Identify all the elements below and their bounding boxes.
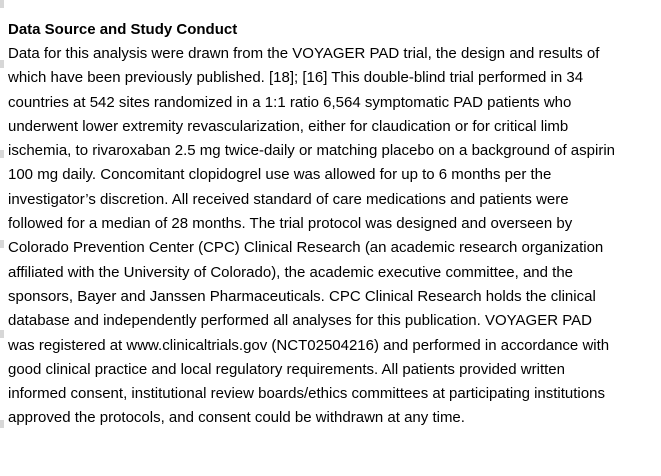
page-edge-mark (0, 240, 4, 248)
body-line: 100 mg daily. Concomitant clopidogrel use was allowed for up to 6 months per the (8, 166, 552, 184)
body-line: informed consent, institutional review boards/ethics committees at participating institutions (8, 385, 605, 403)
body-line: good clinical practice and local regulatory requirements. All patients provided written (8, 360, 565, 378)
body-line: which have been previously published. [18]; [16] This double-blind trial performed in 34 (8, 69, 584, 87)
body-line: underwent lower extremity revascularization, either for claudication or for critical limb (8, 117, 569, 135)
body-line: was registered at www.clinicaltrials.gov (NCT02504216) and performed in accordance with (8, 336, 610, 354)
page-edge-mark (0, 330, 4, 338)
document-page (8, 18, 656, 431)
page-edge-mark (0, 420, 4, 428)
body-line: affiliated with the University of Colorado), the academic executive committee, and the (8, 263, 574, 281)
body-line: countries at 542 sites randomized in a 1:1 ratio 6,564 symptomatic PAD patients who (8, 93, 572, 111)
section-heading: Data Source and Study Conduct (8, 21, 238, 38)
page-edge-mark (0, 150, 4, 158)
page-edge-mark (0, 60, 4, 68)
body-line: ischemia, to rivaroxaban 2.5 mg twice-daily or matching placebo on a background of aspirin (8, 142, 615, 160)
page-edge-mark (0, 0, 4, 8)
body-line: approved the protocols, and consent could be withdrawn at any time. (8, 409, 465, 427)
section-body (8, 42, 656, 431)
body-line: database and independently performed all analyses for this publication. VOYAGER PAD (8, 312, 592, 330)
body-line: Colorado Prevention Center (CPC) Clinical Research (an academic research organization (8, 239, 604, 257)
body-line: Data for this analysis were drawn from the VOYAGER PAD trial, the design and results of (8, 45, 600, 62)
body-line: sponsors, Bayer and Janssen Pharmaceuticals. CPC Clinical Research holds the clinical (8, 287, 596, 305)
body-line: investigator’s discretion. All received standard of care medications and patients were (8, 190, 569, 208)
body-line: followed for a median of 28 months. The trial protocol was designed and overseen by (8, 215, 573, 233)
